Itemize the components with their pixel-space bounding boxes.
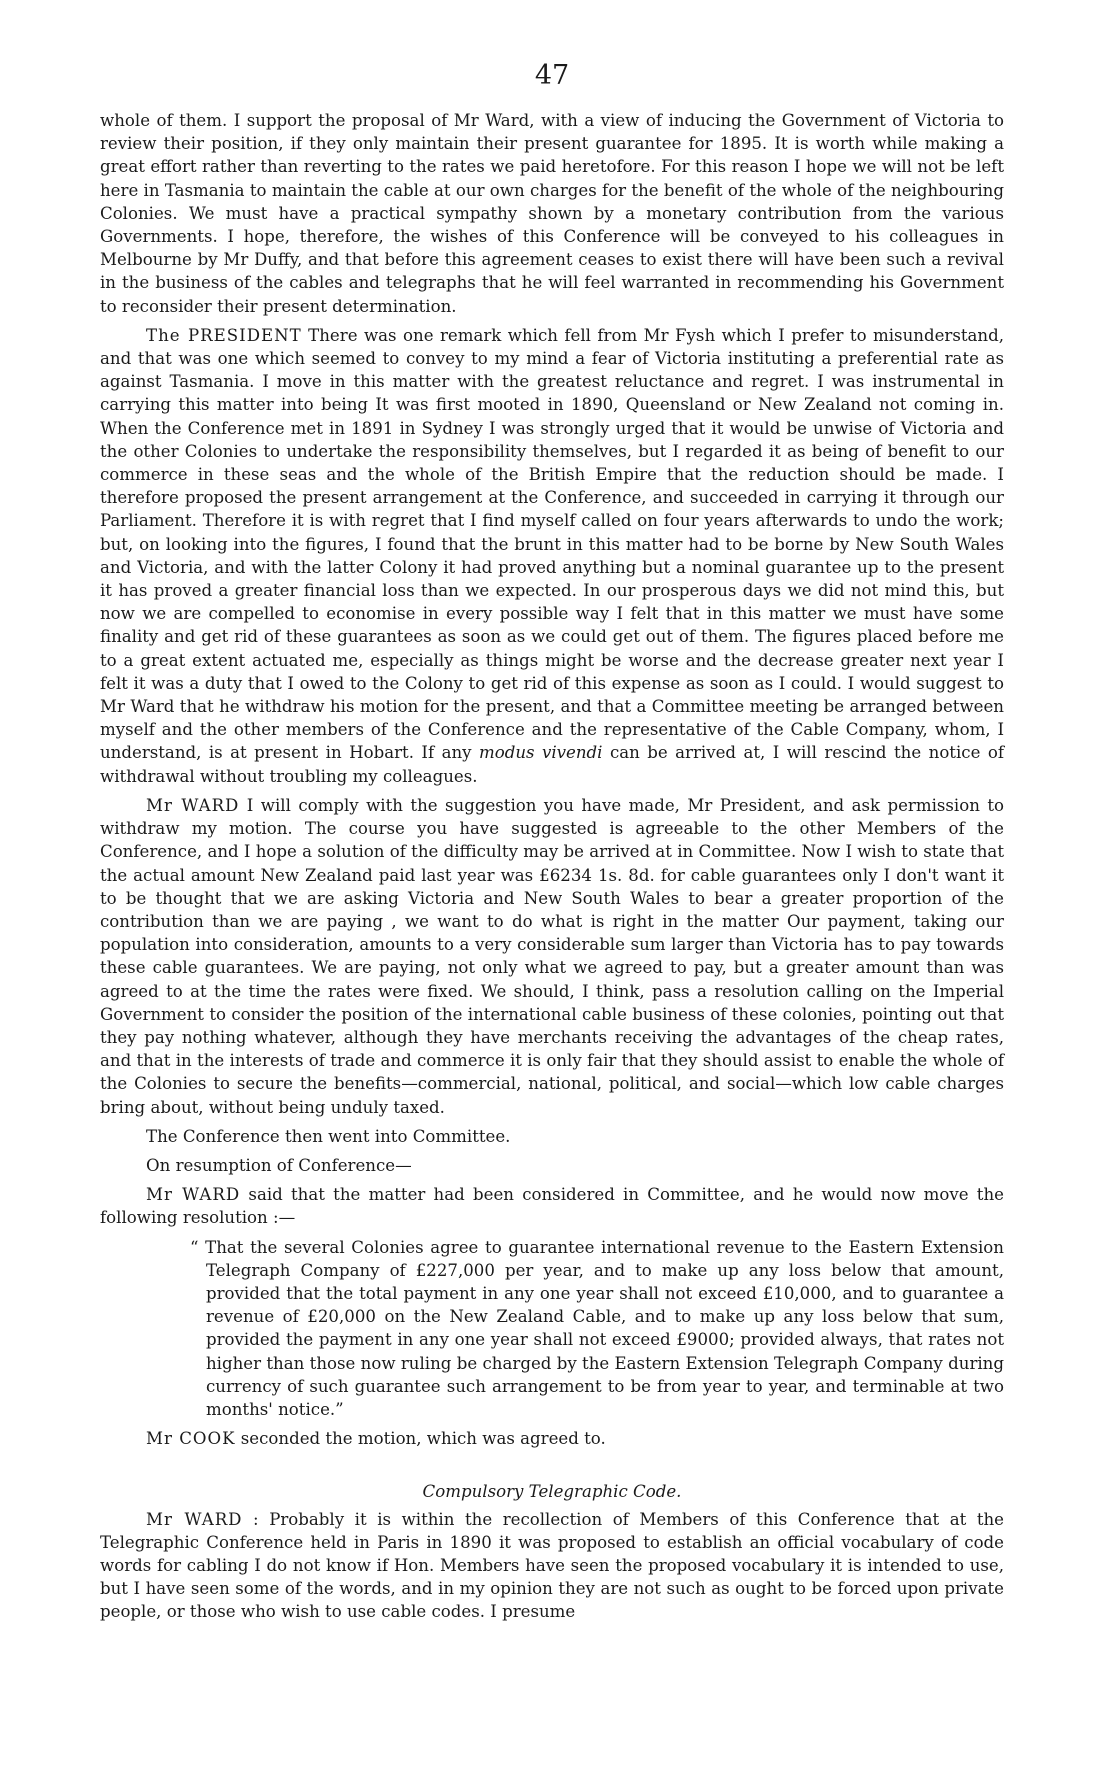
paragraph-text: seconded the motion, which was agreed to. bbox=[235, 1429, 606, 1449]
paragraph-cook bbox=[100, 1427, 1004, 1450]
paragraph-text: said that the matter had been considered in Committee, and he would now move the following resolution :— bbox=[100, 1185, 1004, 1228]
paragraph-resumption: On resumption of Conference— bbox=[146, 1155, 412, 1175]
section-heading: Compulsory Telegraphic Code. bbox=[422, 1482, 682, 1502]
paragraph-committee: The Conference then went into Committee. bbox=[146, 1126, 511, 1146]
paragraph-text: I will comply with the suggestion you have made, Mr President, and ask permission to withdraw my motion. The course you have suggested is agreeable to the other Members of the Conference, and I hope a solution of the difficulty may be arrived at in Committee. Now I wish to state that the actual amount New Zealand paid last year was £6234 1s. 8d. for cable guarantees only I don't want it to be thought that we are asking Victoria and New South Wales to bear a greater proportion of the contribution than we are paying , we want to do what is right in the matter Our payment, taking our population into consideration, amounts to a very considerable sum larger than Victoria has to pay towards these cable guarantees. We are paying, not only what we agreed to pay, but a greater amount than was agreed to at the time the rates were fixed. We should, I think, pass a resolution calling on the Imperial Government to consider the position of the international cable business of these colonies, pointing out that they pay nothing whatever, although they have merchants receiving the advantages of the cheap rates, and that in the interests of trade and commerce it is only fair that they should assist to enable the whole of the Colonies to secure the benefits—commercial, national, political, and social—which low cable charges bring about, without being unduly taxed. bbox=[100, 795, 1004, 1117]
paragraph-continuation: whole of them. I support the proposal of Mr Ward, with a view of inducing the Government of Victoria to review their position, if they only maintain their present guarantee for 1895. It is worth while making a great effort rather than reverting to the rates we paid heretofore. For this reason I hope we will not be left here in Tasmania to maintain the cable at our own charges for the benefit of the whole of the neighbouring Colonies. We must have a practical sympathy shown by a monetary contribution from the various Governments. I hope, therefore, the wishes of this Conference will be conveyed to his colleagues in Melbourne by Mr Duffy, and that before this agreement ceases to exist there will have been such a revival in the business of the cables and telegraphs that he will feel warranted in recommending his Government to reconsider their present determination. bbox=[100, 111, 1004, 316]
paragraph-ward-code bbox=[100, 1508, 1004, 1624]
italic-phrase: modus vivendi bbox=[478, 743, 603, 763]
speaker-name: Mr WARD bbox=[146, 795, 240, 815]
paragraph-president bbox=[100, 324, 1004, 788]
paragraph-text: : Probably it is within the recollection of Members of this Conference that at the Telegraphic Conference held in Paris in 1890 it was proposed to establish an official vocabulary of code words for cabling I do not know if Hon. Members have seen the proposed vocabulary it is intended to use, but I have seen some of the words, and in my opinion they are not such as ought to be forced upon private people, or those who wish to use cable codes. I presume bbox=[100, 1509, 1004, 1622]
paragraph-ward-motion bbox=[100, 1183, 1004, 1229]
paragraph-text: There was one remark which fell from Mr Fysh which I prefer to misunderstand, and that was one which seemed to convey to my mind a fear of Victoria instituting a preferential rate as against Tasmania. I move in this matter with the greatest reluctance and regret. I was instrumental in carrying this matter into being It was first mooted in 1890, Queensland or New Zealand not coming in. When the Conference met in 1891 in Sydney I was strongly urged that it would be unwise of Victoria and the other Colonies to undertake the responsibility themselves, but I regarded it as being of benefit to our commerce in these seas and the whole of the British Empire that the reduction should be made. I therefore proposed the present arrangement at the Conference, and succeeded in carrying it through our Parliament. Therefore it is with regret that I find myself called on four years afterwards to undo the work; but, on looking into the figures, I found that the brunt in this matter had to be borne by New South Wales and Victoria, and with the latter Colony it had proved anything but a nominal guarantee up to the present it has proved a greater financial loss than we expected. In our prosperous days we did not mind this, but now we are compelled to economise in every possible way I felt that in this matter we must have some finality and get rid of these guarantees as soon as we could get out of them. The figures placed before me to a great extent actuated me, especially as things might be worse and the decrease greater next year I felt it was a duty that I owed to the Colony to get rid of this expense as soon as I could. I would suggest to Mr Ward that he withdraw his motion for the present, and that a Committee meeting be arranged between myself and the other members of the Conference and the representative of the Cable Company, whom, I understand, is at present in Hobart. If any bbox=[100, 325, 1004, 763]
paragraph-ward-reply bbox=[100, 794, 1004, 1119]
speaker-name: Mr WARD bbox=[146, 1185, 241, 1205]
speaker-name: The PRESIDENT bbox=[146, 325, 302, 345]
speaker-name: Mr WARD bbox=[146, 1509, 243, 1529]
resolution-quote: “ That the several Colonies agree to guarantee international revenue to the Eastern Extension Telegraph Company of £227,000 per year, and to make up any loss below that amount, provided that the total payment in any one year shall not exceed £10,000, and to guarantee a revenue of £20,000 on the New Zealand Cable, and to make up any loss below that sum, provided the payment in any one year shall not exceed £9000; provided always, that rates not higher than those now ruling be charged by the Eastern Extension Telegraph Company during currency of such guarantee such arrangement to be from year to year, and terminable at two months' notice.” bbox=[190, 1237, 1004, 1419]
page-number: 47 bbox=[534, 60, 570, 91]
speaker-name: Mr COOK bbox=[146, 1429, 236, 1449]
paragraph-text: can be arrived at, I will rescind the notice of withdrawal without troubling my colleagues. bbox=[100, 743, 1004, 786]
